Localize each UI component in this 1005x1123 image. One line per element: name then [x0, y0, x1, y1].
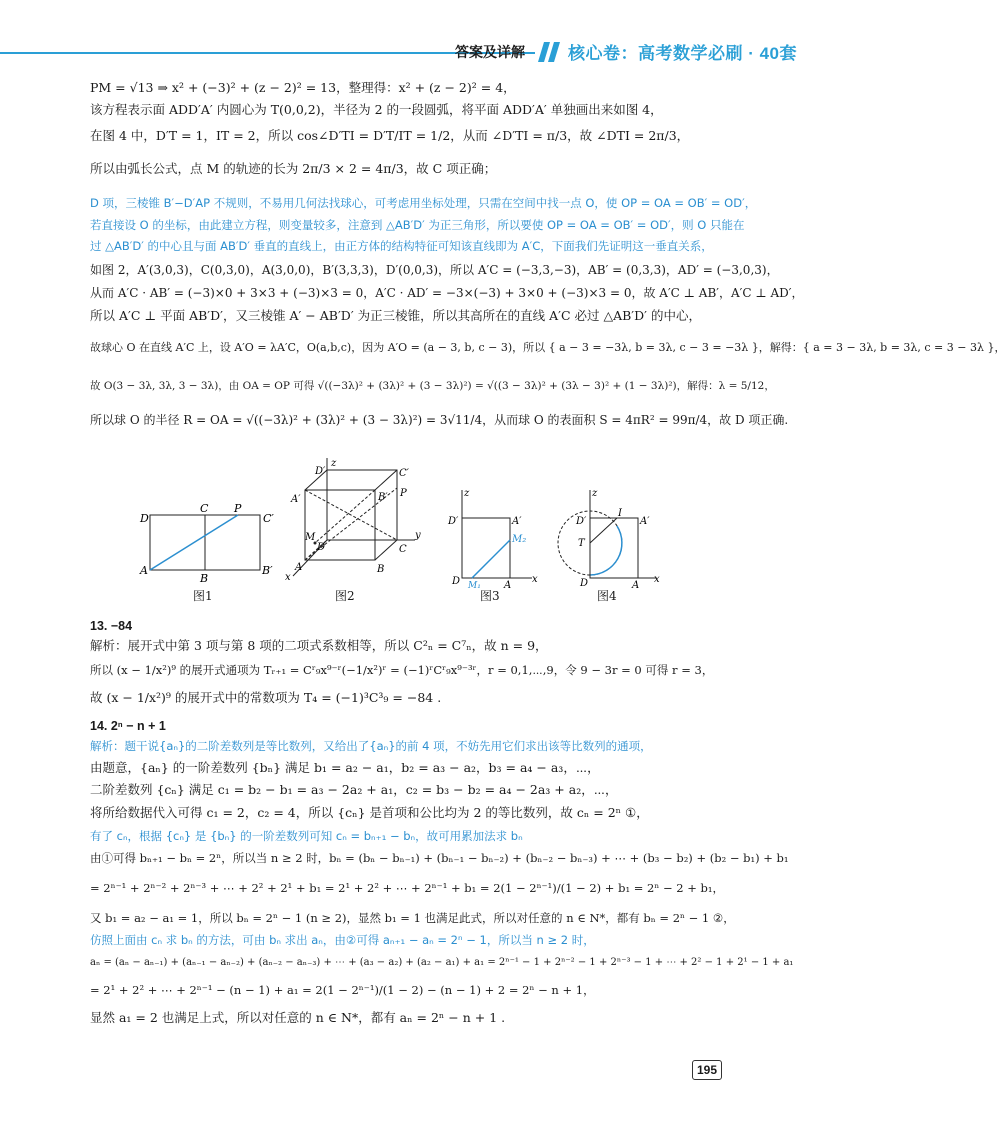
- fig2-label: A: [295, 562, 303, 573]
- fig1-label: B: [200, 572, 209, 585]
- text-line: = 2¹ + 2² + ⋯ + 2ⁿ⁻¹ − (n − 1) + a₁ = 2(1 − 2ⁿ⁻¹)/(1 − 2) − (n − 1) + 2 = 2ⁿ − n + 1，: [90, 983, 595, 997]
- text-line: 故球心 O 在直线 A′C 上，设 A′O = λA′C，O(a,b,c)，因为 A′O = (a − 3, b, c − 3)，所以 { a − 3 = −3λ, b = 3λ, c − 3 = −3λ }，解得：{ a = 3 − 3λ, b = 3λ, c = 3 − 3λ }，: [90, 341, 1005, 354]
- figure-2-cube-diagram: [285, 458, 425, 583]
- tip-line: 若直接设 O 的坐标，由此建立方程，则变量较多，注意到 △AB′D′ 为正三角形，所以要使 OP = OA = OB′ = OD′，则 O 只能在: [90, 218, 745, 232]
- text-line: 显然 a₁ = 2 也满足上式，所以对任意的 n ∈ N*，都有 aₙ = 2ⁿ − n + 1 .: [90, 1010, 506, 1025]
- text-line: 如图 2，A′(3,0,3)，C(0,3,0)，A(3,0,0)，B′(3,3,3)，D′(0,0,3)，所以 A′C = (−3,3,−3)，AB′ = (0,3,3)，AD′ = (−3,0,3)，: [90, 263, 779, 277]
- text-line: = 2ⁿ⁻¹ + 2ⁿ⁻² + 2ⁿ⁻³ + ⋯ + 2² + 2¹ + b₁ = 2¹ + 2² + ⋯ + 2ⁿ⁻¹ + b₁ = 2(1 − 2ⁿ⁻¹)/(1 − 2) + b₁ = 2ⁿ − 2 + b₁，: [90, 881, 724, 895]
- text-line: 该方程表示面 ADD′A′ 内圆心为 T(0,0,2)，半径为 2 的一段圆弧，将平面 ADD′A′ 单独画出来如图 4，: [90, 102, 663, 117]
- tip-line: 过 △AB′D′ 的中心且与面 AB′D′ 垂直的直线上，由正方体的结构特征可知该直线即为 A′C，下面我们先证明这一垂直关系，: [90, 239, 713, 253]
- answer-13-heading: 13. −84: [90, 619, 133, 633]
- text-line: 由①可得 bₙ₊₁ − bₙ = 2ⁿ，所以当 n ≥ 2 时，bₙ = (bₙ − bₙ₋₁) + (bₙ₋₁ − bₙ₋₂) + (bₙ₋₂ − bₙ₋₃) + ⋯ + (b₃ − b₂) + (b₂ − b₁) + b₁: [90, 851, 789, 865]
- text-line: 故 (x − 1/x²)⁹ 的展开式中的常数项为 T₄ = (−1)³C³₉ = −84 .: [90, 690, 442, 705]
- fig3-label: M₂: [512, 534, 527, 545]
- fig4-label: z: [592, 488, 598, 499]
- fig1-label: A: [140, 564, 148, 577]
- text-line: 在图 4 中，D′T = 1，IT = 2，所以 cos∠D′TI = D′T/IT = 1/2，从而 ∠D′TI = π/3，故 ∠DTI = 2π/3，: [90, 128, 690, 143]
- fig3-label: z: [464, 488, 470, 499]
- text-line: 解析：展开式中第 3 项与第 8 项的二项式系数相等，所以 C²ₙ = C⁷ₙ，故 n = 9，: [90, 638, 548, 653]
- fig2-label: y: [415, 530, 421, 541]
- figure-3-caption: 图3: [480, 589, 500, 603]
- fig2-label: D: [317, 542, 326, 553]
- fig2-label: C′: [399, 468, 409, 479]
- fig1-label: C: [200, 502, 209, 515]
- figure-4-diagram: [560, 488, 660, 591]
- header-brand: 核心卷：高考数学必刷 · 40套: [568, 44, 798, 63]
- tip-line: D 项，三棱锥 B′−D′AP 不规则，不易用几何法找球心，可考虑用坐标处理，只需在空间中找一点 O，使 OP = OA = OB′ = OD′，: [90, 196, 757, 210]
- header-answer-label: 答案及详解: [455, 44, 525, 60]
- text-line: 由题意，{aₙ} 的一阶差数列 {bₙ} 满足 b₁ = a₂ − a₁，b₂ = a₃ − a₂，b₃ = a₄ − a₃，⋯，: [90, 760, 600, 775]
- text-line: 所以球 O 的半径 R = OA = √((−3λ)² + (3λ)² + (3 − 3λ)²) = 3√11/4，从而球 O 的表面积 S = 4πR² = 99π/4，故 D 项正确.: [90, 413, 789, 427]
- fig4-label: A: [632, 580, 640, 591]
- fig4-label: D′: [576, 516, 587, 527]
- figure-4-caption: 图4: [597, 589, 617, 603]
- fig2-label: D′: [315, 466, 326, 477]
- page-number: 195: [692, 1060, 722, 1080]
- fig3-label: A: [504, 580, 512, 591]
- answer-14-heading: 14. 2ⁿ − n + 1: [90, 719, 166, 733]
- fig2-label: M: [305, 532, 316, 543]
- fig3-label: M₁: [468, 581, 481, 591]
- fig3-label: D′: [448, 516, 459, 527]
- header-slash-icon: [538, 42, 566, 62]
- tip-line: 解析：题干说{aₙ}的二阶差数列是等比数列，又给出了{aₙ}的前 4 项，不妨先用它们求出该等比数列的通项，: [90, 739, 652, 753]
- fig1-label: D: [140, 512, 149, 525]
- fig4-label: A′: [640, 516, 650, 527]
- fig4-label: x: [654, 574, 660, 585]
- text-line: 故 O(3 − 3λ, 3λ, 3 − 3λ)，由 OA = OP 可得 √((−3λ)² + (3λ)² + (3 − 3λ)²) = √((3 − 3λ)² + (3λ − 3)² + (1 − 3λ)²)，解得：λ = 5/12，: [90, 380, 775, 392]
- text-line: 将所给数据代入可得 c₁ = 2，c₂ = 4，所以 {cₙ} 是首项和公比均为 2 的等比数列，故 cₙ = 2ⁿ ①，: [90, 805, 649, 820]
- text-line: aₙ = (aₙ − aₙ₋₁) + (aₙ₋₁ − aₙ₋₂) + (aₙ₋₂ − aₙ₋₃) + ⋯ + (a₃ − a₂) + (a₂ − a₁) + a₁ = 2ⁿ⁻¹ − 1 + 2ⁿ⁻² − 1 + 2ⁿ⁻³ − 1 + ⋯ + 2² − 1 + 2¹ − 1 + a₁: [90, 957, 794, 968]
- fig3-label: A′: [512, 516, 522, 527]
- fig2-label: B′: [378, 492, 388, 503]
- fig3-label: x: [532, 574, 538, 585]
- figure-3-diagram: [440, 488, 540, 591]
- text-line: 又 b₁ = a₂ − a₁ = 1，所以 bₙ = 2ⁿ − 1 (n ≥ 2)，显然 b₁ = 1 也满足此式，所以对任意的 n ∈ N*，都有 bₙ = 2ⁿ − 1 ②，: [90, 911, 735, 925]
- figure-2-caption: 图2: [335, 589, 355, 603]
- fig4-label: T: [578, 538, 585, 549]
- figure-1-diagram: [130, 500, 280, 585]
- tip-line: 有了 cₙ，根据 {cₙ} 是 {bₙ} 的一阶差数列可知 cₙ = bₙ₊₁ − bₙ，故可用累加法求 bₙ: [90, 829, 523, 843]
- fig2-label: P: [400, 488, 407, 499]
- fig4-label: D: [580, 578, 589, 589]
- fig1-label: C′: [263, 512, 274, 525]
- text-line: 所以 (x − 1/x²)⁹ 的展开式通项为 Tᵣ₊₁ = Cʳ₉x⁹⁻ʳ(−1/x²)ʳ = (−1)ʳCʳ₉x⁹⁻³ʳ，r = 0,1,⋯,9，令 9 − 3r = 0 可得 r = 3，: [90, 663, 714, 677]
- text-line: 所以由弧长公式，点 M 的轨迹的长为 2π/3 × 2 = 4π/3，故 C 项正确；: [90, 161, 497, 176]
- figure-1-caption: 图1: [193, 589, 213, 603]
- fig2-label: A′: [291, 494, 301, 505]
- fig3-label: D: [452, 576, 461, 587]
- fig2-label: x: [285, 572, 291, 583]
- fig4-label: I: [618, 508, 622, 519]
- fig2-label: C: [399, 544, 407, 555]
- text-line: PM = √13 ⇒ x² + (−3)² + (z − 2)² = 13，整理得：x² + (z − 2)² = 4，: [90, 80, 516, 95]
- fig2-label: B: [377, 564, 385, 575]
- text-line: 从而 A′C · AB′ = (−3)×0 + 3×3 + (−3)×3 = 0，A′C · AD′ = −3×(−3) + 3×0 + (−3)×3 = 0，故 A′C ⊥ AB′，A′C ⊥ AD′，: [90, 286, 804, 300]
- fig1-label: P: [234, 502, 242, 515]
- text-line: 二阶差数列 {cₙ} 满足 c₁ = b₂ − b₁ = a₃ − 2a₂ + a₁，c₂ = b₃ − b₂ = a₄ − 2a₃ + a₂，⋯，: [90, 782, 618, 797]
- text-line: 所以 A′C ⊥ 平面 AB′D′，又三棱锥 A′ − AB′D′ 为正三棱锥，所以其高所在的直线 A′C 必过 △AB′D′ 的中心，: [90, 308, 701, 323]
- fig1-label: B′: [262, 564, 273, 577]
- fig2-label: z: [331, 458, 337, 469]
- tip-line: 仿照上面由 cₙ 求 bₙ 的方法，可由 bₙ 求出 aₙ，由②可得 aₙ₊₁ − aₙ = 2ⁿ − 1，所以当 n ≥ 2 时，: [90, 933, 595, 947]
